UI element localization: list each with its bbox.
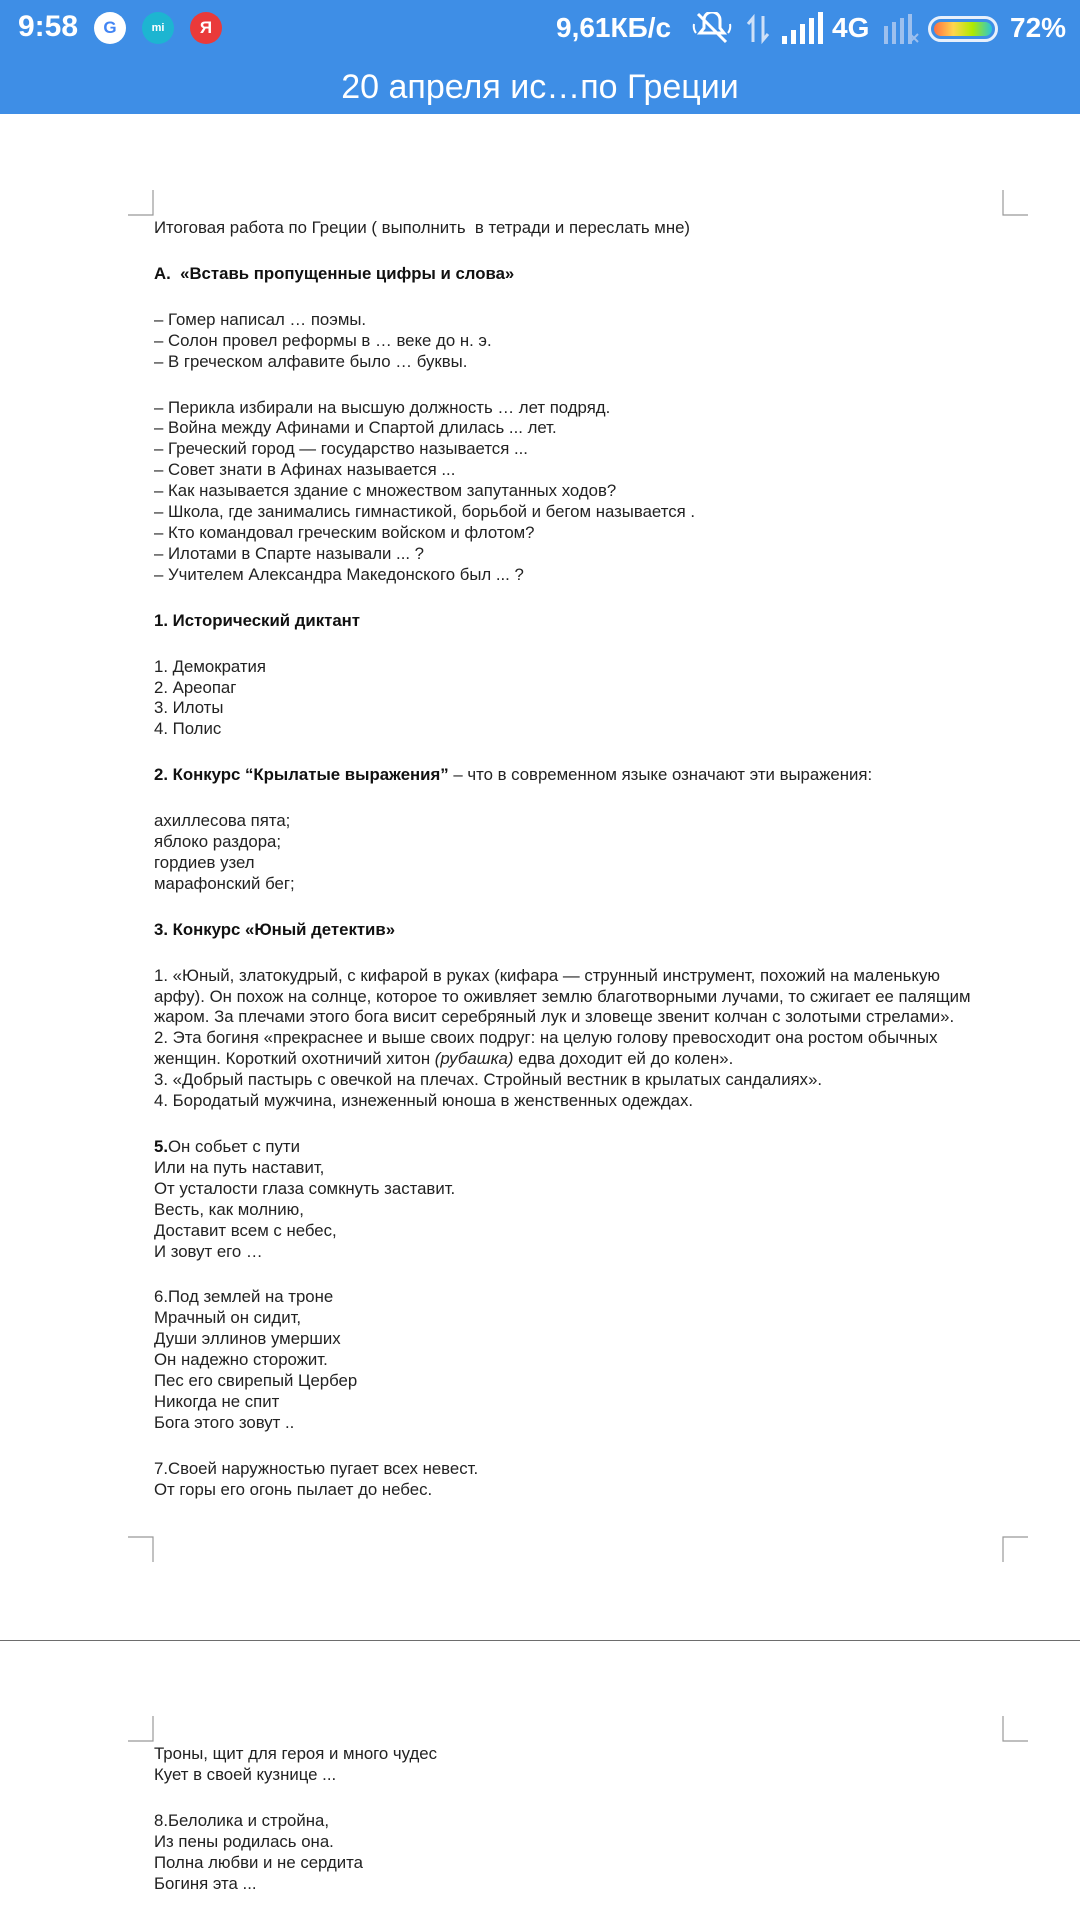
list-item-text: 2. Эта богиня «прекраснее и выше своих подруг: на целую голову превосходит она ростом обычных женщин. Короткий охотничий хитон <box>154 1028 943 1069</box>
riddle-line: Весть, как молнию, <box>154 1199 304 1219</box>
list-item-2 <box>154 1028 994 1070</box>
riddle-line: Он надежно сторожит. <box>154 1350 328 1370</box>
battery-fill <box>934 22 992 36</box>
riddle-line: Богиня эта ... <box>154 1873 257 1893</box>
page-corner-top-right <box>1002 1716 1028 1742</box>
riddle-line: Пес его свирепый Цербер <box>154 1371 358 1391</box>
list-item: – Школа, где занимались гимнастикой, борьбой и бегом называется . <box>154 502 695 522</box>
list-item-text-end: едва доходит ей до колен». <box>513 1049 734 1069</box>
list-item: – Учителем Александра Македонского был ... ? <box>154 564 524 584</box>
riddle-line: От горы его огонь пылает до небес. <box>154 1479 433 1499</box>
riddle-line: 7.Своей наружностью пугает всех невест. <box>154 1458 479 1478</box>
page-corner-bottom-left <box>128 1536 154 1562</box>
list-item: – Илотами в Спарте называли ... ? <box>154 543 425 563</box>
riddle-line: Мрачный он сидит, <box>154 1308 302 1328</box>
net-speed: 9,61КБ/с <box>556 12 672 43</box>
list-item: – Греческий город — государство называется ... <box>154 439 528 459</box>
page-2-text <box>154 1744 994 1894</box>
list-item: – Совет знати в Афинах называется ... <box>154 460 456 480</box>
list-item: – Перикла избирали на высшую должность … лет подряд. <box>154 397 611 417</box>
list-item: гордиев узел <box>154 852 255 872</box>
status-bar <box>0 0 1080 58</box>
riddle-line: И зовут его … <box>154 1241 263 1261</box>
battery-percent: 72% <box>1010 12 1067 43</box>
signal-bars-icon <box>782 12 824 46</box>
title-bar <box>0 58 1080 114</box>
document-page-2 <box>0 1641 1080 1920</box>
list-item: – Солон провел реформы в … веке до н. э. <box>154 330 492 350</box>
riddle-line: Или на путь наставит, <box>154 1157 325 1177</box>
battery-icon <box>928 16 998 42</box>
status-time: 9:58 <box>18 10 79 43</box>
list-item: – Война между Афинами и Спартой длилась ... лет. <box>154 418 557 438</box>
list-item: 2. Ареопаг <box>154 677 237 697</box>
google-icon: G <box>94 12 126 44</box>
page-1-text <box>154 218 994 1501</box>
section-2-heading <box>154 765 994 786</box>
riddle-line: От усталости глаза сомкнуть заставит. <box>154 1178 456 1198</box>
page-corner-top-left <box>128 1716 154 1742</box>
page-corner-top-left <box>128 190 154 216</box>
list-item: – В греческом алфавите было … буквы. <box>154 351 468 371</box>
list-item: 3. Илоты <box>154 698 224 718</box>
list-item: – Как называется здание с множеством запутанных ходов? <box>154 481 617 501</box>
list-item: 1. Демократия <box>154 656 267 676</box>
list-item: – Гомер написал … поэмы. <box>154 309 367 329</box>
intro-line: Итоговая работа по Греции ( выполнить в тетради и переслать мне) <box>154 218 691 237</box>
list-item: 4. Бородатый мужчина, изнеженный юноша в женственных одеждах. <box>154 1091 694 1111</box>
riddle-5-first: Он собьет с пути <box>168 1137 300 1156</box>
riddle-line: Из пены родилась она. <box>154 1831 334 1851</box>
list-item: яблоко раздора; <box>154 832 282 852</box>
riddle-line: 8.Белолика и стройна, <box>154 1810 330 1830</box>
list-item: 4. Полис <box>154 719 222 739</box>
riddle-line: Троны, щит для героя и много чудес <box>154 1744 438 1763</box>
network-type: 4G <box>832 12 870 43</box>
section-1-title: 1. Исторический диктант <box>154 610 361 630</box>
list-item: 3. «Добрый пастырь с овечкой на плечах. Стройный вестник в крылатых сандалиях». <box>154 1070 823 1090</box>
page-corner-top-right <box>1002 190 1028 216</box>
document-page-1 <box>0 114 1080 1640</box>
section-2-title-rest: – что в современном языке означают эти выражения: <box>448 765 873 785</box>
data-transfer-icon <box>746 12 770 46</box>
riddle-line: Доставит всем с небес, <box>154 1220 337 1240</box>
list-item: – Кто командовал греческим войском и флотом? <box>154 522 535 542</box>
section-a-title: А. «Вставь пропущенные цифры и слова» <box>154 263 515 283</box>
riddle-line: Кует в своей кузнице ... <box>154 1764 337 1784</box>
document-title[interactable]: 20 апреля ис…по Греции <box>341 68 739 106</box>
list-item: марафонский бег; <box>154 873 295 893</box>
section-3-title: 3. Конкурс «Юный детектив» <box>154 919 396 939</box>
riddle-line: Бога этого зовут .. <box>154 1412 295 1432</box>
yandex-icon: Я <box>190 12 222 44</box>
riddle-line: Души эллинов умерших <box>154 1329 341 1349</box>
riddle-5-first-line <box>154 1137 994 1158</box>
no-sim-icon <box>884 12 920 46</box>
riddle-line: Полна любви и не сердита <box>154 1852 363 1872</box>
riddle-line: 6.Под землей на троне <box>154 1287 334 1307</box>
page-corner-bottom-right <box>1002 1536 1028 1562</box>
riddle-5-number: 5. <box>154 1137 168 1156</box>
list-item-italic: (рубашка) <box>434 1049 514 1069</box>
mi-icon: mi <box>142 12 174 44</box>
list-item: ахиллесова пята; <box>154 811 291 831</box>
riddle-line: Никогда не спит <box>154 1391 280 1411</box>
list-item: 1. «Юный, златокудрый, с кифарой в руках (кифара — струнный инструмент, похожий на маленькую арфу). Он похож на солнце, которое то оживляет землю благотворными лучами, то сжигает ее палящим жаром. За плечами этого бога висит серебряный лук и зловеще звенит колчан с золотыми стрелами». <box>154 965 976 1027</box>
mute-vibrate-icon <box>692 12 732 46</box>
section-2-title: 2. Конкурс “Крылатые выражения” <box>154 765 449 785</box>
